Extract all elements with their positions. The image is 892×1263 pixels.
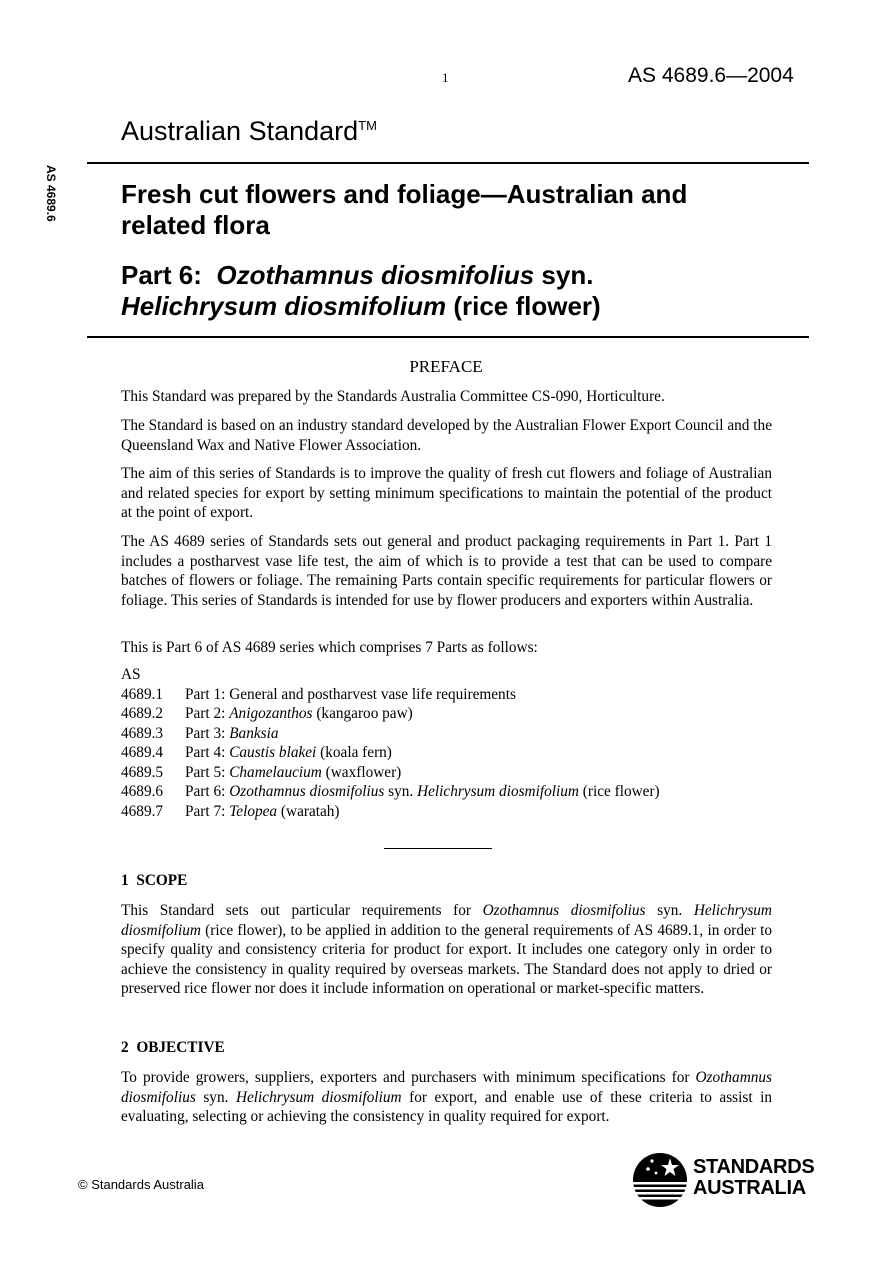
standard-code: AS 4689.6—2004 (628, 64, 794, 87)
part-code: 4689.4 (121, 744, 164, 761)
page-number: 1 (442, 70, 449, 85)
scope-paragraph (121, 901, 772, 999)
side-standard-code (40, 165, 62, 245)
common-name: (rice flower) (453, 291, 601, 321)
part-label: Part 4: (185, 744, 226, 761)
scope-synonym-species: Helichrysum diosmifolium (121, 902, 772, 939)
section-number: 2 (121, 1039, 129, 1056)
list-item (121, 802, 660, 822)
logo-line-1: STANDARDS (693, 1156, 815, 1178)
title-bottom-rule (87, 336, 809, 338)
document-title (121, 179, 801, 241)
preface-paragraph-2: The Standard is based on an industry standard developed by the Australian Flower Export Council and the Queensland Wax and Native Flower Association. (121, 417, 772, 454)
parts-list (121, 665, 660, 821)
part-code: 4689.3 (121, 724, 164, 742)
part-label: Part 6: (185, 783, 226, 800)
preface-paragraph-5: This is Part 6 of AS 4689 series which comprises 7 Parts as follows: (121, 639, 538, 656)
title-line-2: related flora (121, 210, 270, 240)
species-name: Ozothamnus diosmifolius (216, 260, 535, 290)
scope-heading (121, 872, 187, 890)
part-description: General and postharvest vase life requirements (229, 685, 516, 703)
section-divider (384, 848, 492, 849)
part-common-name: (waxflower) (325, 763, 402, 781)
part-prefix: Part 6: (121, 260, 202, 290)
side-code-text: AS 4689.6 (44, 165, 58, 222)
list-item (121, 782, 660, 802)
objective-synonym-species: Helichrysum diosmifolium (235, 1088, 402, 1106)
objective-syn: syn. (203, 1088, 229, 1106)
scope-text-1: This Standard sets out particular requirements for (121, 902, 471, 919)
standard-type (121, 116, 377, 147)
part-species: Banksia (229, 724, 279, 742)
section-number: 1 (121, 872, 129, 889)
list-item (121, 743, 660, 763)
list-item (121, 724, 660, 744)
part-code: 4689.5 (121, 763, 164, 781)
list-item (121, 704, 660, 724)
list-item (121, 685, 660, 705)
part-species: Anigozanthos (229, 705, 313, 722)
logo-emblem-icon (632, 1152, 690, 1208)
objective-paragraph (121, 1068, 772, 1127)
part-code: 4689.1 (121, 685, 164, 703)
part-label: Part 2: (185, 705, 226, 722)
part-species: Chamelaucium (229, 763, 322, 781)
part-title (121, 260, 801, 322)
synonym-marker: syn. (388, 783, 414, 800)
part-code: 4689.7 (121, 802, 164, 820)
logo-text (693, 1157, 814, 1199)
part-label: Part 7: (185, 802, 226, 820)
part-title-line-2 (121, 291, 801, 322)
part-common-name: (rice flower) (582, 783, 660, 800)
part-species: Telopea (229, 802, 278, 820)
part-species: Ozothamnus diosmifolius (229, 783, 385, 800)
part-common-name: (kangaroo paw) (316, 705, 413, 722)
part-common-name: (waratah) (280, 802, 340, 820)
scope-text-2: (rice flower), to be applied in addition to the general requirements of AS 4689.1, in order to specify quality and consistency criteria for product for export. It includes one category only in order to achieve the consistency in quality required by overseas markets. The Standard does not apply to dried or preserved rice flower nor does it include information on operational or market-specific matters. (121, 921, 772, 997)
objective-species: Ozothamnus diosmifolius (121, 1069, 772, 1106)
list-item (121, 763, 660, 783)
title-line-1: Fresh cut flowers and foliage—Australian and (121, 179, 688, 209)
part-label: Part 1: (185, 685, 226, 703)
logo-line-2: AUSTRALIA (693, 1177, 806, 1199)
part-code: 4689.2 (121, 705, 164, 722)
section-title: SCOPE (136, 872, 188, 889)
trademark-symbol: TM (358, 118, 377, 133)
part-label: Part 3: (185, 724, 226, 742)
objective-text-2: for export, and enable use of these criteria to assist in evaluating, selecting or achieving the consistency in quality required for export. (121, 1088, 773, 1125)
parts-list-header: AS (121, 666, 141, 683)
copyright-notice: © Standards Australia (78, 1177, 204, 1192)
scope-species: Ozothamnus diosmifolius (482, 902, 646, 919)
part-title-line-1 (121, 260, 801, 291)
part-species: Caustis blakei (229, 744, 317, 761)
part-synonym-species: Helichrysum diosmifolium (417, 783, 579, 800)
part-common-name: (koala fern) (320, 744, 392, 761)
preface-paragraph-3: The aim of this series of Standards is to improve the quality of fresh cut flowers and foliage of Australian and related species for export by setting minimum specifications to maintain the potential of the product at the point of export. (121, 465, 772, 521)
scope-syn: syn. (657, 902, 683, 919)
part-code: 4689.6 (121, 783, 164, 800)
synonym-marker: syn. (541, 260, 594, 290)
preface-paragraph-4: The AS 4689 series of Standards sets out general and product packaging requirements in Part 1. Part 1 includes a postharvest vase life test, the aim of which is to provide a test that can be used to compare batches of flowers or foliage. The remaining Parts contain specific requirements for particular flowers or foliage. This series of Standards is intended for use by flower producers and exporters within Australia. (121, 533, 772, 609)
preface-heading: PREFACE (409, 357, 483, 376)
objective-heading (121, 1039, 225, 1057)
preface-paragraph-1: This Standard was prepared by the Standards Australia Committee CS-090, Horticulture. (121, 388, 665, 405)
standards-australia-logo (632, 1152, 822, 1208)
part-label: Part 5: (185, 763, 226, 781)
standard-type-text: Australian Standard (121, 116, 359, 146)
title-top-rule (87, 162, 809, 164)
synonym-species-name: Helichrysum diosmifolium (121, 291, 447, 321)
objective-text-1: To provide growers, suppliers, exporters and purchasers with minimum specifications for (121, 1069, 690, 1086)
section-title: OBJECTIVE (136, 1039, 225, 1056)
